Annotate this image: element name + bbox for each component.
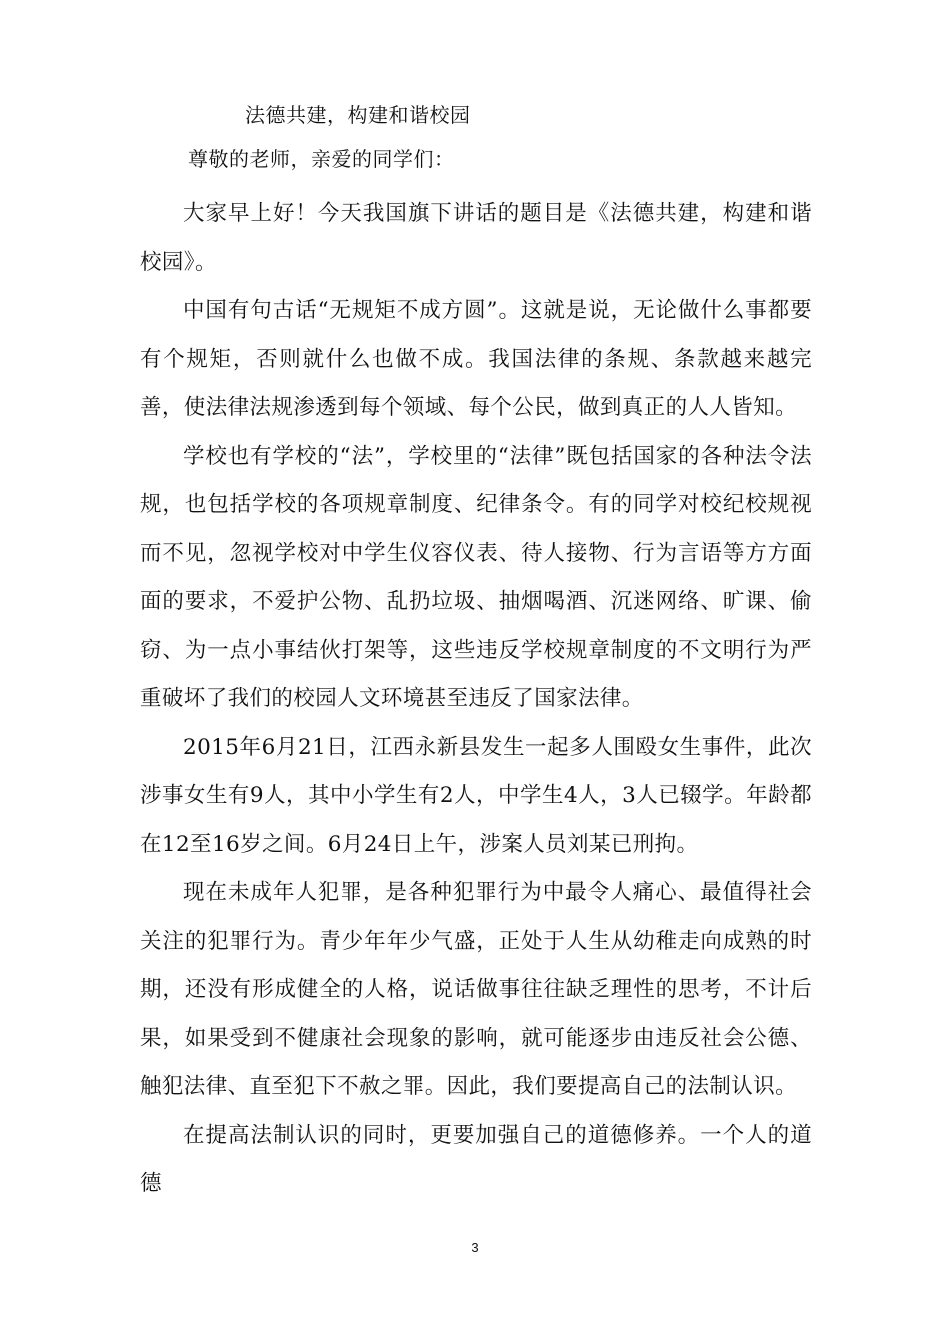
paragraph-morality: 在提高法制认识的同时，更要加强自己的道德修养。一个人的道德 [140,1122,812,1196]
paragraph-rules: 中国有句古话“无规矩不成方圆”。这就是说，无论做什么事都要有个规矩，否则就什么也做不成。我国法律的条规、条款越来越完善，使法律法规渗透到每个领域、每个公民，做到真正的人人皆知。 [140,298,812,420]
paragraph-incident: 2015年6月21日，江西永新县发生一起多人围殴女生事件，此次涉事女生有9人，其中小学生有2人，中学生4人，3人已辍学。年龄都在12至16岁之间。6月24日上午，涉案人员刘某已刑拘。 [140,734,812,857]
page-number: 3 [471,1240,479,1255]
document-title: 法德共建，构建和谐校园 [245,103,471,127]
paragraph-greeting: 大家早上好！今天我国旗下讲话的题目是《法德共建，构建和谐校园》。 [140,201,812,275]
body-text [140,190,812,1209]
paragraph-juvenile-crime: 现在未成年人犯罪，是各种犯罪行为中最令人痛心、最值得社会关注的犯罪行为。青少年年少气盛，正处于人生从幼稚走向成熟的时期，还没有形成健全的人格，说话做事往往缺乏理性的思考，不计后果，如果受到不健康社会现象的影响，就可能逐步由违反社会公德、触犯法律、直至犯下不赦之罪。因此，我们要提高自己的法制认识。 [140,880,812,1099]
salutation: 尊敬的老师，亲爱的同学们： [188,147,455,171]
paragraph-school-law: 学校也有学校的“法”，学校里的“法律”既包括国家的各种法令法规，也包括学校的各项规章制度、纪律条令。有的同学对校纪校规视而不见，忽视学校对中学生仪容仪表、待人接物、行为言语等方方面面的要求，不爱护公物、乱扔垃圾、抽烟喝酒、沉迷网络、旷课、偷窃、为一点小事结伙打架等，这些违反学校规章制度的不文明行为严重破坏了我们的校园人文环境甚至违反了国家法律。 [140,443,812,711]
